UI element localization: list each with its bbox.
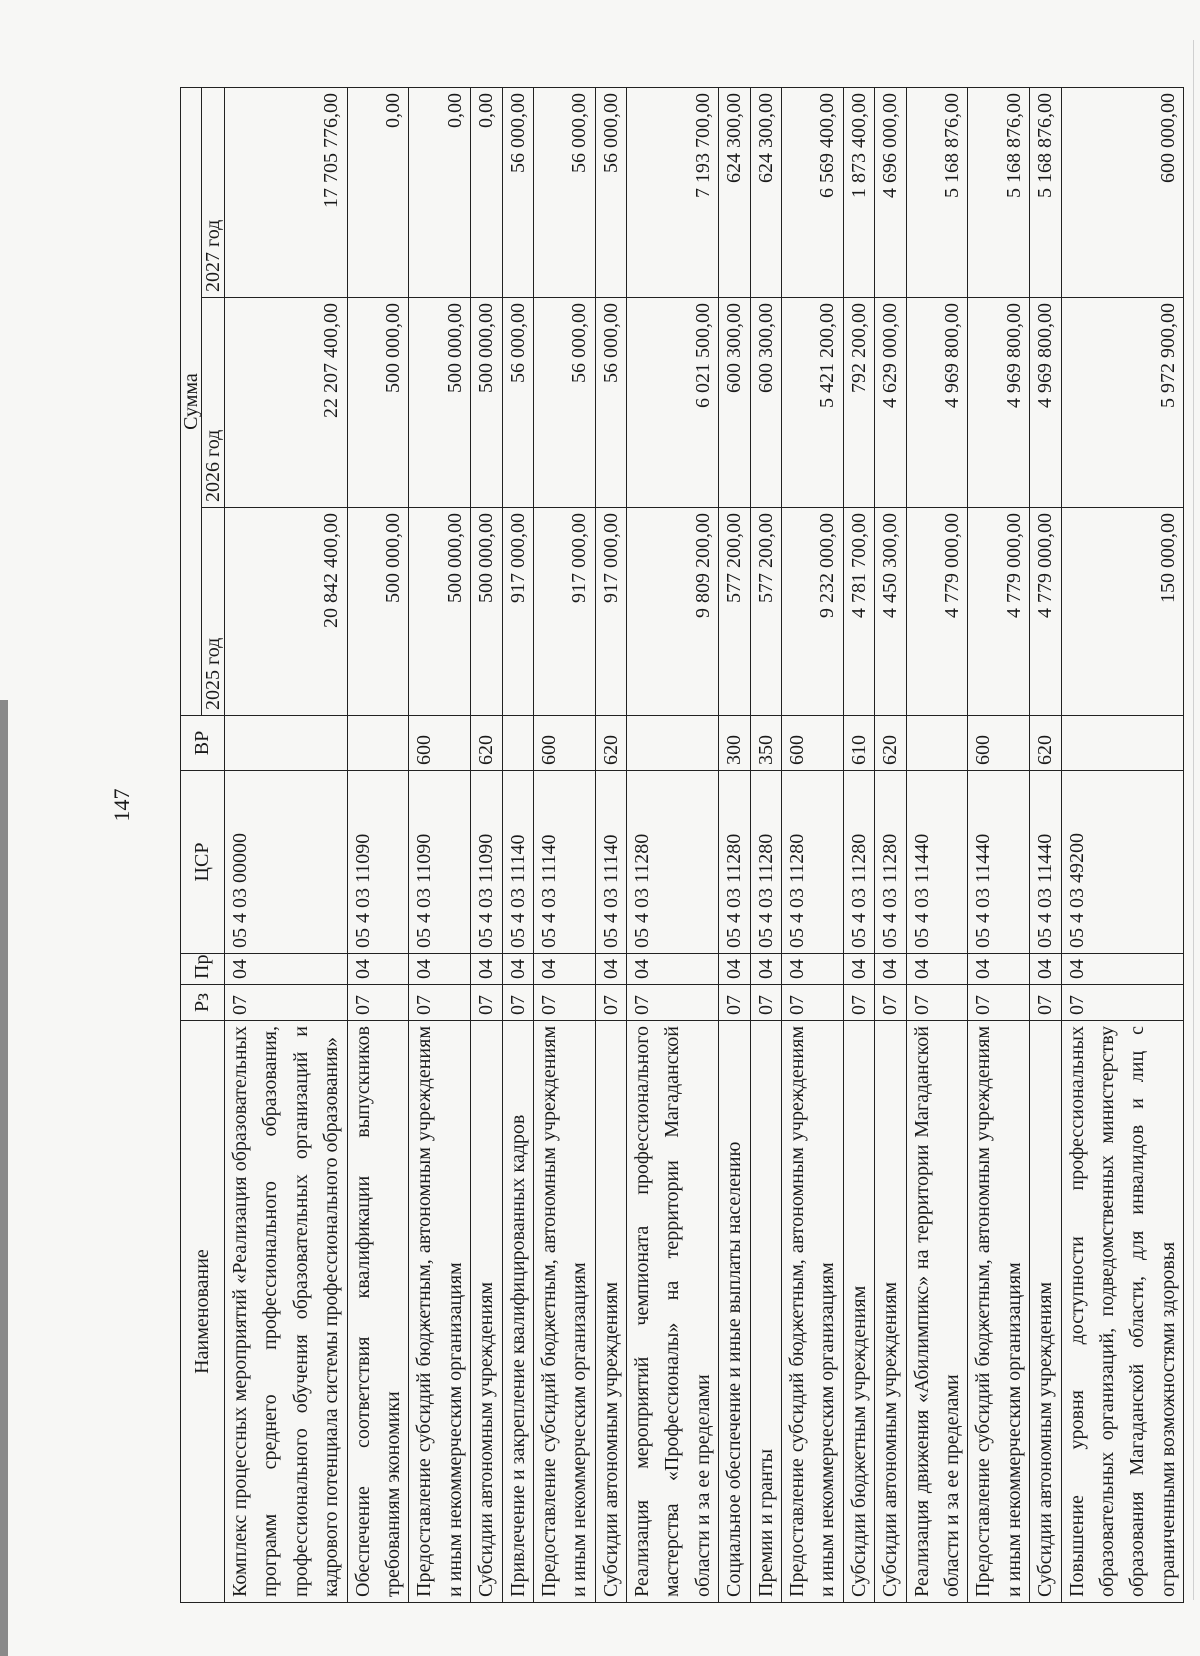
row-sum-2026: 4 969 800,00 [1030,298,1061,508]
row-csr: 05 4 03 11440 [968,771,1030,954]
row-sum-2026: 56 000,00 [595,298,626,508]
row-sum-2027: 0,00 [471,88,502,298]
row-sum-2025: 9 232 000,00 [782,508,844,716]
row-sum-2027: 624 300,00 [719,88,750,298]
header-row [181,88,202,1603]
row-sum-2027: 624 300,00 [750,88,781,298]
table-row [533,88,595,1603]
row-rz: 07 [1030,985,1061,1021]
row-name: Предоставление субсидий бюджетным, автономным учреждениям и иным некоммерческим организациям [533,1021,595,1603]
row-sum-2027: 1 873 400,00 [843,88,874,298]
row-vr: 620 [1030,716,1061,771]
row-pr: 04 [875,954,906,985]
row-vr [1061,716,1184,771]
row-pr: 04 [906,954,968,985]
table-row [627,88,719,1603]
header-pr: Пр [181,954,225,985]
row-sum-2025: 577 200,00 [750,508,781,716]
row-csr: 05 4 03 11280 [627,771,719,954]
row-csr: 05 4 03 11280 [719,771,750,954]
row-sum-2026: 5 972 900,00 [1061,298,1184,508]
row-name: Привлечение и закрепление квалифицированных кадров [502,1021,533,1603]
row-sum-2025: 917 000,00 [502,508,533,716]
row-csr: 05 4 03 11440 [906,771,968,954]
row-sum-2026: 500 000,00 [347,298,409,508]
row-csr: 05 4 03 11140 [595,771,626,954]
row-name: Комплекс процессных мероприятий «Реализация образовательных программ среднего профессионального образования, профессионального обучения образовательных организаций и кадрового потенциала системы профессионального образования» [225,1021,348,1603]
row-name: Субсидии бюджетным учреждениям [843,1021,874,1603]
table-row [750,88,781,1603]
row-sum-2027: 5 168 876,00 [906,88,968,298]
row-pr: 04 [1030,954,1061,985]
row-sum-2027: 56 000,00 [502,88,533,298]
row-sum-2025: 917 000,00 [533,508,595,716]
row-pr: 04 [502,954,533,985]
row-csr: 05 4 03 11280 [782,771,844,954]
row-rz: 07 [347,985,409,1021]
row-csr: 05 4 03 11280 [750,771,781,954]
row-vr [347,716,409,771]
row-sum-2025: 500 000,00 [347,508,409,716]
row-sum-2026: 4 629 000,00 [875,298,906,508]
row-sum-2026: 56 000,00 [502,298,533,508]
row-sum-2027: 17 705 776,00 [225,88,348,298]
row-rz: 07 [471,985,502,1021]
row-sum-2027: 0,00 [409,88,471,298]
row-sum-2027: 6 569 400,00 [782,88,844,298]
table-row [719,88,750,1603]
row-sum-2026: 5 421 200,00 [782,298,844,508]
row-sum-2026: 792 200,00 [843,298,874,508]
table-row [409,88,471,1603]
header-name: Наименование [181,1021,225,1603]
row-vr: 600 [968,716,1030,771]
row-sum-2027: 56 000,00 [595,88,626,298]
row-rz: 07 [968,985,1030,1021]
table-row [595,88,626,1603]
row-vr [502,716,533,771]
header-sum: Сумма [181,88,202,716]
row-rz: 07 [595,985,626,1021]
row-pr: 04 [1061,954,1184,985]
row-sum-2027: 5 168 876,00 [968,88,1030,298]
row-rz: 07 [843,985,874,1021]
header-vr: ВР [181,716,225,771]
row-csr: 05 4 03 11090 [471,771,502,954]
page-number: 147 [109,788,134,822]
table-row [1061,88,1184,1603]
row-pr: 04 [347,954,409,985]
binding-edge [0,700,8,1656]
row-rz: 07 [750,985,781,1021]
row-sum-2025: 4 781 700,00 [843,508,874,716]
row-rz: 07 [225,985,348,1021]
row-pr: 04 [595,954,626,985]
row-sum-2027: 4 696 000,00 [875,88,906,298]
row-sum-2025: 9 809 200,00 [627,508,719,716]
row-sum-2026: 22 207 400,00 [225,298,348,508]
table-row [1030,88,1061,1603]
row-csr: 05 4 03 11090 [347,771,409,954]
row-sum-2025: 500 000,00 [471,508,502,716]
row-vr [906,716,968,771]
row-pr: 04 [782,954,844,985]
row-name: Повышение уровня доступности профессиональных образовательных организаций, подведомственных министерству образования Магаданской области, для инвалидов и лиц с ограниченными возможностями здоровья [1061,1021,1184,1603]
row-sum-2026: 6 021 500,00 [627,298,719,508]
row-pr: 04 [471,954,502,985]
row-vr: 610 [843,716,874,771]
header-2026: 2026 год [202,298,225,508]
row-name: Субсидии автономным учреждениям [471,1021,502,1603]
row-sum-2025: 20 842 400,00 [225,508,348,716]
table-row [471,88,502,1603]
row-vr: 620 [875,716,906,771]
row-csr: 05 4 03 49200 [1061,771,1184,954]
row-sum-2025: 500 000,00 [409,508,471,716]
table-row [782,88,844,1603]
row-csr: 05 4 03 11140 [533,771,595,954]
row-sum-2026: 500 000,00 [471,298,502,508]
rotated-sheet [180,88,1179,1603]
row-name: Социальное обеспечение и иные выплаты населению [719,1021,750,1603]
row-sum-2025: 577 200,00 [719,508,750,716]
row-name: Предоставление субсидий бюджетным, автономным учреждениям и иным некоммерческим организациям [968,1021,1030,1603]
row-sum-2026: 600 300,00 [750,298,781,508]
row-vr [627,716,719,771]
row-name: Обеспечение соответствия квалификации выпускников требованиям экономики [347,1021,409,1603]
row-rz: 07 [782,985,844,1021]
row-vr: 600 [409,716,471,771]
budget-table [180,87,1184,1603]
row-sum-2025: 150 000,00 [1061,508,1184,716]
row-sum-2027: 56 000,00 [533,88,595,298]
row-rz: 07 [502,985,533,1021]
row-rz: 07 [409,985,471,1021]
row-rz: 07 [875,985,906,1021]
row-pr: 04 [409,954,471,985]
row-name: Субсидии автономным учреждениям [875,1021,906,1603]
row-sum-2025: 4 779 000,00 [906,508,968,716]
row-csr: 05 4 03 11090 [409,771,471,954]
row-vr [225,716,348,771]
row-name: Премии и гранты [750,1021,781,1603]
row-sum-2025: 917 000,00 [595,508,626,716]
header-csr: ЦСР [181,771,225,954]
row-csr: 05 4 03 11280 [843,771,874,954]
row-rz: 07 [906,985,968,1021]
row-csr: 05 4 03 11280 [875,771,906,954]
row-sum-2027: 7 193 700,00 [627,88,719,298]
row-name: Реализация мероприятий чемпионата профессионального мастерства «Профессионалы» на территории Магаданской области и за ее пределами [627,1021,719,1603]
header-rz: Рз [181,985,225,1021]
row-rz: 07 [1061,985,1184,1021]
row-vr: 620 [471,716,502,771]
row-sum-2026: 56 000,00 [533,298,595,508]
header-2025: 2025 год [202,508,225,716]
row-rz: 07 [533,985,595,1021]
table-row [843,88,874,1603]
row-csr: 05 4 03 00000 [225,771,348,954]
table-body [225,88,1184,1603]
row-pr: 04 [750,954,781,985]
row-sum-2026: 4 969 800,00 [968,298,1030,508]
row-vr: 350 [750,716,781,771]
table-row [225,88,348,1603]
row-name: Предоставление субсидий бюджетным, автономным учреждениям и иным некоммерческим организациям [409,1021,471,1603]
row-vr: 300 [719,716,750,771]
header-2027: 2027 год [202,88,225,298]
row-name: Предоставление субсидий бюджетным, автономным учреждениям и иным некоммерческим организациям [782,1021,844,1603]
row-pr: 04 [719,954,750,985]
row-vr: 600 [782,716,844,771]
row-sum-2027: 600 000,00 [1061,88,1184,298]
row-csr: 05 4 03 11140 [502,771,533,954]
row-sum-2027: 5 168 876,00 [1030,88,1061,298]
row-name: Субсидии автономным учреждениям [1030,1021,1061,1603]
row-name: Реализация движения «Абилимпикс» на территории Магаданской области и за ее пределами [906,1021,968,1603]
row-name: Субсидии автономным учреждениям [595,1021,626,1603]
row-pr: 04 [225,954,348,985]
row-sum-2026: 4 969 800,00 [906,298,968,508]
table-row [968,88,1030,1603]
row-sum-2027: 0,00 [347,88,409,298]
table-row [906,88,968,1603]
row-pr: 04 [533,954,595,985]
table-row [502,88,533,1603]
row-vr: 620 [595,716,626,771]
table-row [347,88,409,1603]
row-sum-2026: 500 000,00 [409,298,471,508]
row-rz: 07 [627,985,719,1021]
row-csr: 05 4 03 11440 [1030,771,1061,954]
row-rz: 07 [719,985,750,1021]
page-edge-line [1193,40,1194,1600]
row-pr: 04 [843,954,874,985]
row-sum-2025: 4 450 300,00 [875,508,906,716]
row-sum-2025: 4 779 000,00 [968,508,1030,716]
row-sum-2025: 4 779 000,00 [1030,508,1061,716]
row-pr: 04 [968,954,1030,985]
row-vr: 600 [533,716,595,771]
table-row [875,88,906,1603]
row-pr: 04 [627,954,719,985]
row-sum-2026: 600 300,00 [719,298,750,508]
